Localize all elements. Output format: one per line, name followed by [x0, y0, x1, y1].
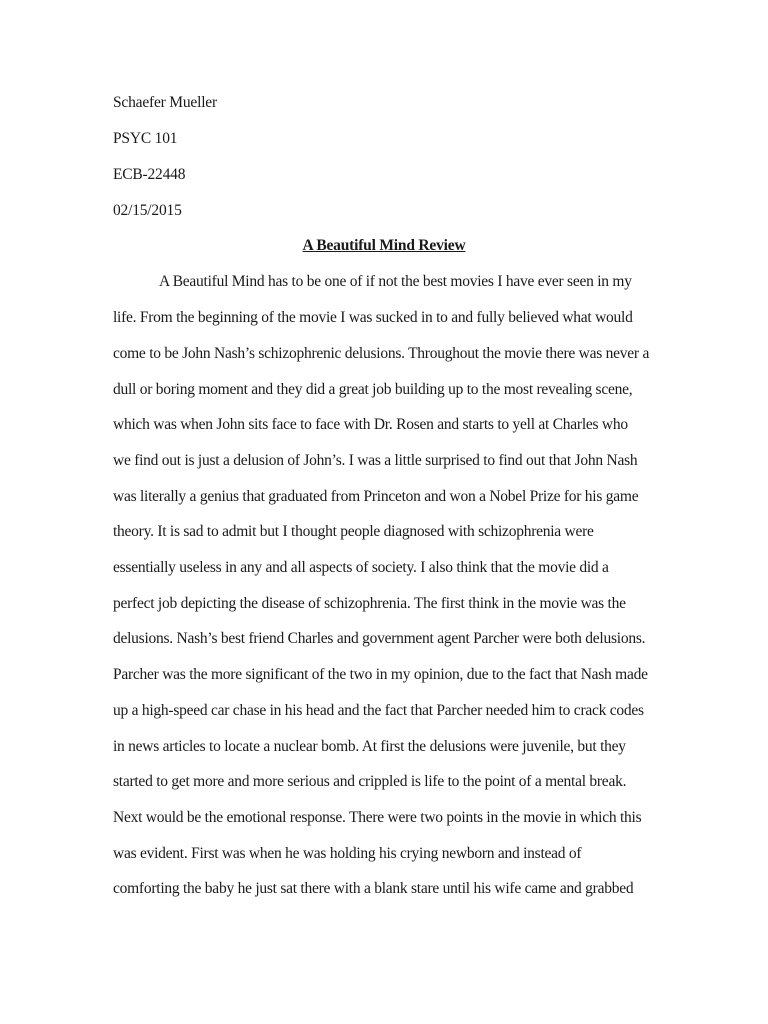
body-line: essentially useless in any and all aspects of society. I also think that the movie did a	[113, 559, 609, 576]
body-line: theory. It is sad to admit but I thought people diagnosed with schizophrenia were	[113, 523, 594, 540]
body-line: Parcher was the more significant of the two in my opinion, due to the fact that Nash made	[113, 666, 648, 683]
body-line: life. From the beginning of the movie I was sucked in to and fully believed what would	[113, 309, 633, 326]
document-title: A Beautiful Mind Review	[302, 237, 466, 254]
document-date: 02/15/2015	[113, 202, 182, 219]
body-line: which was when John sits face to face with Dr. Rosen and starts to yell at Charles who	[113, 416, 628, 433]
course-code: PSYC 101	[113, 130, 178, 147]
body-line: come to be John Nash’s schizophrenic delusions. Throughout the movie there was never a	[113, 345, 650, 362]
body-line: comforting the baby he just sat there with a blank stare until his wife came and grabbed	[113, 880, 634, 897]
body-line: was literally a genius that graduated from Princeton and won a Nobel Prize for his game	[113, 488, 639, 505]
body-line: perfect job depicting the disease of schizophrenia. The first think in the movie was the	[113, 595, 626, 612]
body-line: Next would be the emotional response. There were two points in the movie in which this	[113, 809, 642, 826]
student-id: ECB-22448	[113, 166, 186, 183]
body-line: up a high-speed car chase in his head and the fact that Parcher needed him to crack codes	[113, 702, 644, 719]
body-line: delusions. Nash’s best friend Charles and government agent Parcher were both delusions.	[113, 630, 646, 647]
body-line: we find out is just a delusion of John’s. I was a little surprised to find out that John Nash	[113, 452, 638, 469]
body-line: in news articles to locate a nuclear bomb. At first the delusions were juvenile, but they	[113, 738, 626, 755]
author-name: Schaefer Mueller	[113, 94, 217, 111]
body-line: was evident. First was when he was holding his crying newborn and instead of	[113, 845, 582, 862]
body-line: dull or boring moment and they did a great job building up to the most revealing scene,	[113, 381, 633, 398]
body-line: A Beautiful Mind has to be one of if not the best movies I have ever seen in my	[159, 273, 632, 290]
body-line: started to get more and more serious and crippled is life to the point of a mental break.	[113, 773, 627, 790]
